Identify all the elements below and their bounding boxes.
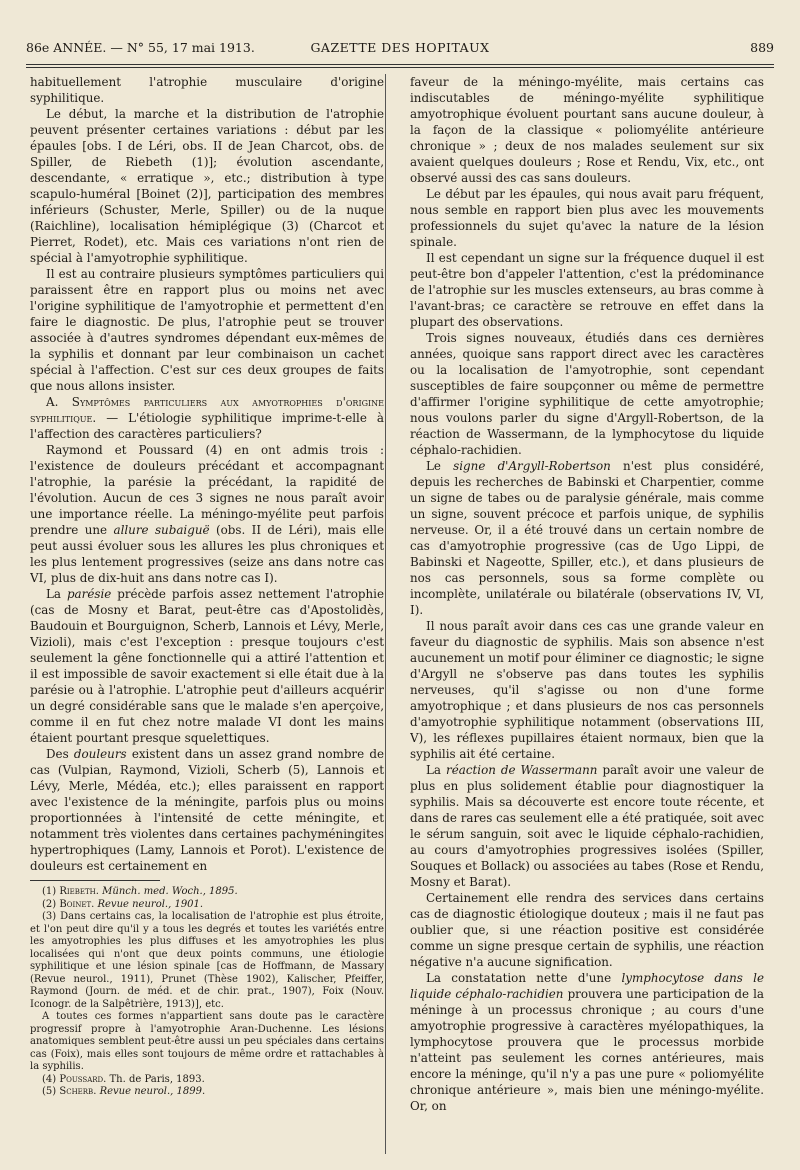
paragraph: Trois signes nouveaux, étudiés dans ces dernières années, quoique sans rapport direct avec les caractères ou la localisation de l'amyotrophie, sont cependant susceptibles de faire soupçonner ou même de permettre d'affirmer l'origine syphilitique de cette amyotrophie; nous voulons parler du signe d'Argyll-Robertson, de la réaction de Wassermann, de la lymphocytose du liquide céphalo-rachidien. xyxy=(410,331,764,457)
paragraph: Le début, la marche et la distribution de l'atrophie peuvent présenter certaines variations : début par les épaules [obs. I de Léri, obs. II de Jean Charcot, obs. de Spiller, de Riebeth (1)]; évolution ascendante, descendante, « erratique », etc.; distribution à type scapulo-huméral [Boinet (2)], participation des membres inférieurs (Schuster, Merle, Spiller) ou de la nuque (Raichline), localisation hémiplégique (3) (Charcot et Pierret, Rodet), etc. Mais ces variations n'ont rien de spécial à l'amyotrophie syphilitique. xyxy=(30,107,384,265)
section-text: — L'étiologie syphilitique imprime-t-elle à l'affection des caractères particuliers? xyxy=(30,411,384,441)
paragraph: Le début par les épaules, qui nous avait paru fréquent, nous semble en rapport bien plus avec les mouvements professionnels du sujet qu'avec la nature de la lésion spinale. xyxy=(410,187,764,249)
footnote: (4) Poussard. Th. de Paris, 1893. xyxy=(42,1073,205,1085)
header-rule xyxy=(26,64,774,65)
emphasis: douleurs xyxy=(73,747,127,761)
emphasis: parésie xyxy=(66,587,112,601)
emphasis: allure subaiguë xyxy=(113,523,210,537)
footnote: A toutes ces formes n'appartient sans doute pas le caractère progressif propre à l'amyotrophie Aran-Duchenne. Les lésions anatomiques semblent peut-être aussi un peu spéciales dans certains cas (Foix), mais elles sont toujours de même ordre et rattachables à la syphilis. xyxy=(30,1011,384,1072)
paragraph: habituellement l'atrophie musculaire d'origine syphilitique. xyxy=(30,75,384,105)
page-number: 889 xyxy=(750,40,774,55)
header-rule-double xyxy=(26,67,774,68)
paragraph: Il est au contraire plusieurs symptômes particuliers qui paraissent être en rapport plus ou moins net avec l'origine syphilitique de l'amyotrophie et permettent d'en faire le diagnostic. De plus, l'atrophie peut se trouver associée à d'autres syndromes dépendant eux-mêmes de la syphilis et donnant par leur combinaison un cachet spécial à l'affection. C'est sur ces deux groupes de faits que nous allons insister. xyxy=(30,267,384,393)
paragraph: La réaction de Wassermann paraît avoir une valeur de plus en plus solidement établie pour diagnostiquer la syphilis. Mais sa découverte est encore toute récente, et dans de rares cas seulement elle a été pratiquée, soit avec le sérum sanguin, soit avec le liquide céphalo-rachidien, au cours d'amyotrophies progressives isolées (Spiller, Souques et Bollack) ou associées au tabes (Rose et Rendu, Mosny et Barat). xyxy=(410,763,764,889)
footnote: (1) Riebeth. Münch. med. Woch., 1895. xyxy=(42,886,238,897)
footnote-rule xyxy=(30,880,160,881)
footnote: (5) Scherb. Revue neurol., 1899. xyxy=(42,1086,206,1097)
issue-info: 86e ANNÉE. — N° 55, 17 mai 1913. xyxy=(26,40,255,55)
emphasis: réaction de Wassermann xyxy=(446,763,598,777)
footnote: (3) Dans certains cas, la localisation de l'atrophie est plus étroite, et l'on peut dire qu'il y a tous les degrés et toutes les variétés entre les amyotrophies les plus diffuses et les amyotrophies les plus localisées qui n'ont que deux points communs, une étiologie syphilitique et une lésion spinale [cas de Hoffmann, de Massary (Revue neurol., 1911), Prunet (Thèse 1902), Kalischer, Pfeiffer, Raymond (Journ. de méd. et de chir. prat., 1907), Foix (Nouv. Iconogr. de la Salpêtrière, 1913)], etc. xyxy=(30,911,384,1010)
paragraph: Certainement elle rendra des services dans certains cas de diagnostic étiologique douteux ; mais il ne faut pas oublier que, si une réaction positive est considérée comme un signe presque certain de syphilis, une réaction négative n'a aucune signification. xyxy=(410,891,764,969)
page-header xyxy=(26,40,774,62)
emphasis: signe d'Argyll-Robertson xyxy=(453,459,611,473)
paragraph: Raymond et Poussard (4) en ont admis trois : l'existence de douleurs précédant et accompagnant l'atrophie, la parésie la précédant, la rapidité de l'évolution. Aucun de ces 3 signes ne nous paraît avoir une importance réelle. La méningo-myélite peut parfois prendre une allure subaiguë (obs. II de Léri), mais elle peut aussi évoluer sous les allures les plus chroniques et les plus lentement progressives (seize ans dans notre cas VI, plus de dix-huit ans dans notre cas I). xyxy=(30,443,384,585)
section-a-paragraph xyxy=(30,394,384,442)
paragraph: Il nous paraît avoir dans ces cas une grande valeur en faveur du diagnostic de syphilis. Mais son absence n'est aucunement un motif pour éliminer ce diagnostic; le signe d'Argyll ne s'observe pas dans toutes les syphilis nerveuses, qu'il s'agisse ou non d'une forme amyotrophique ; et dans plusieurs de nos cas personnels d'amyotrophie syphilitique notamment (observations III, V), les réflexes pupillaires étaient normaux, bien que la syphilis ait été certaine. xyxy=(410,619,764,761)
journal-title: GAZETTE DES HOPITAUX xyxy=(310,40,490,55)
paragraph: Le signe d'Argyll-Robertson n'est plus considéré, depuis les recherches de Babinski et Charpentier, comme un signe de tabes ou de paralysie générale, mais comme un signe, souvent précoce et parfois unique, de syphilis nerveuse. Or, il a été trouvé dans un certain nombre de cas d'amyotrophie progressive (cas de Ugo Lippi, de Babinski et Nageotte, Spiller, etc.), et dans plusieurs de nos cas personnels, sous sa forme complète ou incomplète, unilatérale ou bilatérale (observations IV, VI, I). xyxy=(410,459,764,617)
left-column xyxy=(30,74,384,1154)
column-divider xyxy=(385,74,386,1154)
paragraph: Des douleurs existent dans un assez grand nombre de cas (Vulpian, Raymond, Vizioli, Scherb (5), Lannois et Lévy, Merle, Médéa, etc.); elles paraissent en rapport avec l'existence de la méningite, parfois plus ou moins proportionnées à l'intensité de cette méningite, et notamment très violentes dans certaines pachyméningites hypertrophiques (Lamy, Lannois et Porot). L'existence de douleurs est certainement en xyxy=(30,747,384,873)
right-column xyxy=(410,74,764,1154)
paragraph: faveur de la méningo-myélite, mais certains cas indiscutables de méningo-myélite syphilitique amyotrophique évoluent pourtant sans aucune douleur, à la façon de la classique « poliomyélite antérieure chronique » ; deux de nos malades seulement sur six avaient quelques douleurs ; Rose et Rendu, Vix, etc., ont observé aussi des cas sans douleurs. xyxy=(410,75,764,185)
paragraph: Il est cependant un signe sur la fréquence duquel il est peut-être bon d'appeler l'attention, c'est la prédominance de l'atrophie sur les muscles extenseurs, au bras comme à l'avant-bras; ce caractère se retrouve en effet dans la plupart des observations. xyxy=(410,251,764,329)
footnote: (2) Boinet. Revue neurol., 1901. xyxy=(42,898,204,910)
paragraph: La parésie précède parfois assez nettement l'atrophie (cas de Mosny et Barat, peut-être cas d'Apostolidès, Baudouin et Bourguignon, Scherb, Lannois et Lévy, Merle, Vizioli), mais c'est l'exception : presque toujours c'est seulement la gêne fonctionnelle qui a attiré l'attention et il est impossible de savoir exactement si elle était due à la parésie ou à l'atrophie. L'atrophie peut d'ailleurs acquérir un degré considérable sans que le malade s'en aperçoive, comme il en fut chez notre malade VI dont les mains étaient pourtant presque squelettiques. xyxy=(30,587,384,745)
emphasis: lymphocytose dans le liquide céphalo-rachidien xyxy=(410,971,764,1001)
section-heading: A. Symptômes particuliers aux amyotrophies d'origine syphilitique. xyxy=(30,395,384,425)
footnotes xyxy=(30,886,384,1099)
paragraph: La constatation nette d'une lymphocytose dans le liquide céphalo-rachidien prouvera une participation de la méninge à un processus chronique ; au cours d'une amyotrophie progressive à caractères myélopathiques, la lymphocytose prouvera que le processus morbide n'atteint pas seulement les cornes antérieures, mais encore la méninge, qu'il n'y a pas une pure « poliomyélite chronique antérieure », mais bien une méningo-myélite. Or, on xyxy=(410,971,764,1113)
